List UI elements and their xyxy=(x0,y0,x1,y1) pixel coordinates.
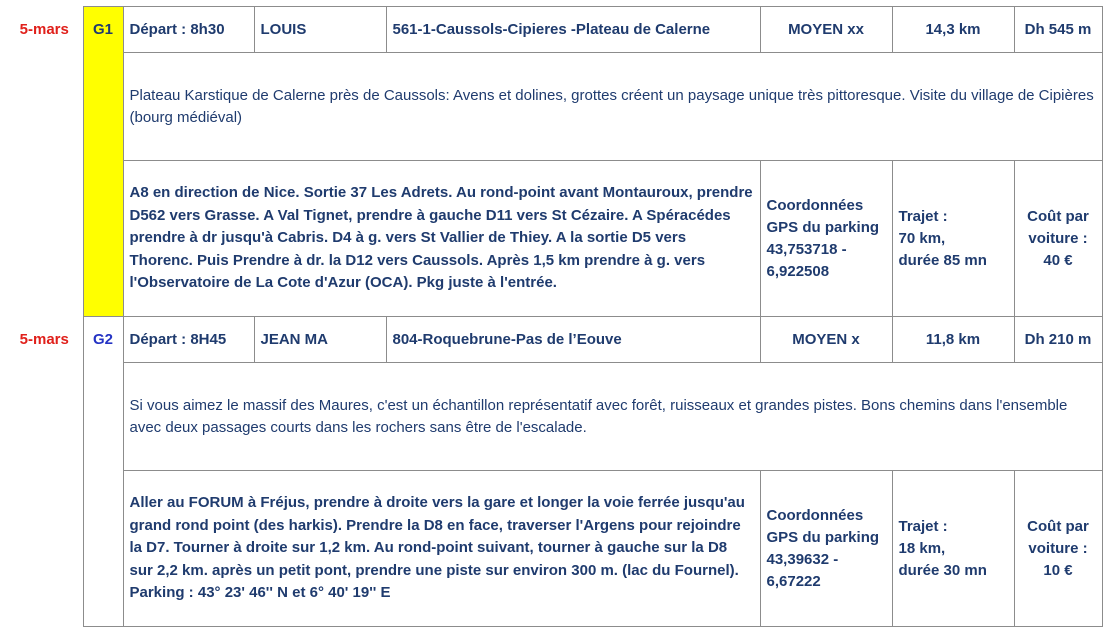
elevation-gain: Dh 210 m xyxy=(1014,317,1102,363)
hike-access-row xyxy=(6,161,1102,317)
hike-date: 5-mars xyxy=(19,330,69,348)
distance: 11,8 km xyxy=(892,317,1014,363)
difficulty: MOYEN x xyxy=(760,317,892,363)
hike-leader: JEAN MA xyxy=(254,317,386,363)
trip-info: Trajet : 18 km, durée 30 mn xyxy=(892,471,1014,627)
gps-coordinates: Coordonnées GPS du parking 43,39632 - 6,67222 xyxy=(760,471,892,627)
access-directions: Aller au FORUM à Fréjus, prendre à droite vers la gare et longer la voie ferrée jusqu'au grand rond point (des harkis). Prendre la D8 en face, traverser l'Argens pour rejoindre la D7. Tourner à droite sur 1,2 km. Au rond-point suivant, tourner à gauche sur la D8 sur 2,2 km. après un petit pont, prendre une piste sur environ 300 m. (lac du Fournel). Parking : 43° 23' 46'' N et 6° 40' 19'' E xyxy=(123,471,760,627)
hike-access-row xyxy=(6,471,1102,627)
hike-description: Plateau Karstique de Calerne près de Caussols: Avens et dolines, grottes créent un paysage unique très pittoresque. Visite du village de Cipières (bourg médiéval) xyxy=(123,53,1102,161)
difficulty: MOYEN xx xyxy=(760,7,892,53)
elevation-gain: Dh 545 m xyxy=(1014,7,1102,53)
hike-description-row xyxy=(6,53,1102,161)
group-badge: G2 xyxy=(83,317,123,627)
access-directions: A8 en direction de Nice. Sortie 37 Les Adrets. Au rond-point avant Montauroux, prendre D562 vers Grasse. A Val Tignet, prendre à gauche D11 vers St Cézaire. A Spéracédes prendre à dr jusqu'à Cabris. D4 à g. vers St Vallier de Thiey. A la sortie D5 vers Thorenc. Puis Prendre à dr. la D12 vers Caussols. Après 1,5 km prendre à g. vers l'Observatoire de La Cote d'Azur (OCA). Pkg juste à l'entrée. xyxy=(123,161,760,317)
hike-description-row xyxy=(6,363,1102,471)
gps-coordinates: Coordonnées GPS du parking 43,753718 - 6,922508 xyxy=(760,161,892,317)
route-name: 804-Roquebrune-Pas de l’Eouve xyxy=(386,317,760,363)
departure-time: Départ : 8h30 xyxy=(123,7,254,53)
hike-leader: LOUIS xyxy=(254,7,386,53)
cost-per-car: Coût par voiture : 10 € xyxy=(1014,471,1102,627)
hike-date: 5-mars xyxy=(19,20,69,38)
hike-description: Si vous aimez le massif des Maures, c'est un échantillon représentatif avec forêt, ruisseaux et grandes pistes. Bons chemins dans l'ensemble avec deux passages courts dans les rochers sans être de l'escalade. xyxy=(123,363,1102,471)
trip-info: Trajet : 70 km, durée 85 mn xyxy=(892,161,1014,317)
route-name: 561-1-Caussols-Cipieres -Plateau de Calerne xyxy=(386,7,760,53)
cost-per-car: Coût par voiture : 40 € xyxy=(1014,161,1102,317)
distance: 14,3 km xyxy=(892,7,1014,53)
group-badge: G1 xyxy=(83,7,123,317)
departure-time: Départ : 8H45 xyxy=(123,317,254,363)
hike-header-row xyxy=(6,317,1102,363)
hikes-table xyxy=(6,6,1103,627)
hike-header-row xyxy=(6,7,1102,53)
